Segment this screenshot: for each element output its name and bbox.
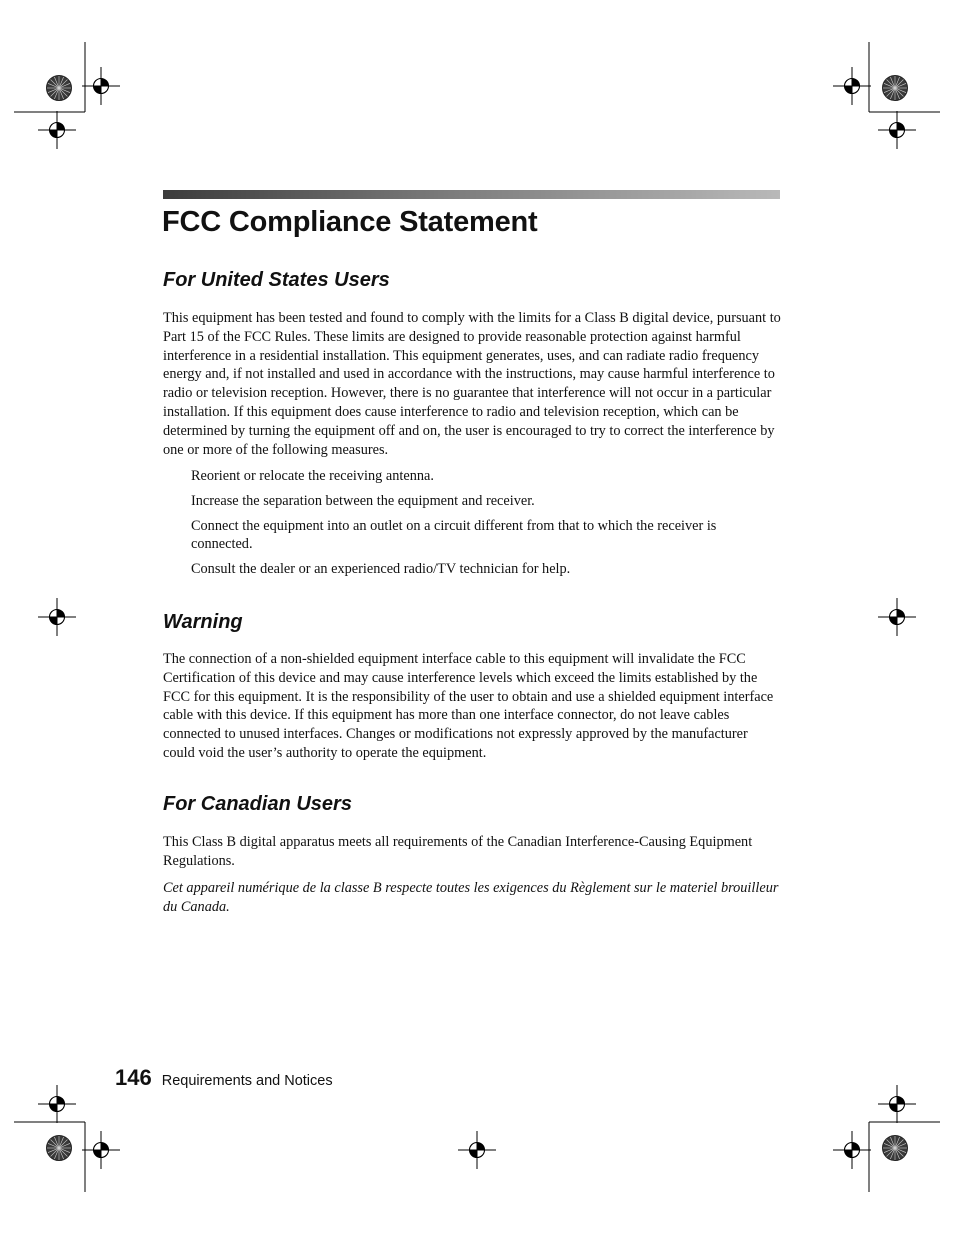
- list-item: Consult the dealer or an experienced radio/TV technician for help.: [191, 561, 571, 578]
- heading-warning: Warning: [163, 611, 243, 633]
- registration-crosshair-icon: [833, 1131, 871, 1169]
- heading-canadian-users: For Canadian Users: [163, 793, 352, 815]
- page-title: FCC Compliance Statement: [162, 206, 538, 238]
- registration-crosshair-icon: [82, 1131, 120, 1169]
- page-footer: [115, 1064, 333, 1095]
- registration-crosshair-icon: [878, 598, 916, 636]
- registration-crosshair-icon: [38, 1085, 76, 1123]
- starburst-target-icon: [47, 76, 72, 101]
- canadian-paragraph-english: This Class B digital apparatus meets all requirements of the Canadian Interference-Causing Equipment Regulations.: [163, 834, 753, 869]
- footer-section-name: Requirements and Notices: [161, 1073, 333, 1089]
- registration-crosshair-icon: [458, 1131, 496, 1169]
- starburst-target-icon: [883, 76, 908, 101]
- starburst-target-icon: [883, 1136, 908, 1161]
- us-users-paragraph: This equipment has been tested and found to comply with the limits for a Class B digital device, pursuant to Part 15 of the FCC Rules. These limits are designed to provide reasonable protection against harmful interference in a residential installation. This equipment generates, uses, and can radiate radio frequency energy and, if not installed and used in accordance with the instructions, may cause harmful interference to radio or television reception. However, there is no guarantee that interference will not occur in a particular installation. If this equipment does cause interference to radio and television reception, which can be determined by turning the equipment off and on, the user is encouraged to try to correct the interference by one or more of the following measures.: [163, 310, 781, 458]
- canadian-paragraph-french: Cet appareil numérique de la classe B respecte toutes les exigences du Règlement sur le materiel brouilleur du Canada.: [163, 880, 779, 915]
- list-item: Increase the separation between the equipment and receiver.: [191, 492, 535, 509]
- registration-crosshair-icon: [878, 111, 916, 149]
- starburst-target-icon: [47, 1136, 72, 1161]
- registration-crosshair-icon: [878, 1085, 916, 1123]
- list-item: Connect the equipment into an outlet on a circuit different from that to which the receiver is connected.: [191, 517, 717, 553]
- registration-crosshair-icon: [833, 67, 871, 105]
- registration-crosshair-icon: [38, 111, 76, 149]
- page-number: 146: [115, 1065, 152, 1090]
- warning-paragraph: The connection of a non-shielded equipment interface cable to this equipment will invalidate the FCC Certification of this device and may cause interference levels which exceed the limits established by the FCC for this equipment. It is the responsibility of the user to obtain and use a shielded equipment interface cable with this device. If this equipment has more than one interface connector, do not leave cables connected to unused interfaces. Changes or modifications not expressly approved by the manufacturer could void the user’s authority to operate the equipment.: [163, 651, 774, 761]
- interference-measures-list: [191, 467, 771, 585]
- list-item: Reorient or relocate the receiving antenna.: [191, 468, 434, 484]
- heading-us-users: For United States Users: [163, 269, 390, 291]
- registration-crosshair-icon: [82, 67, 120, 105]
- chapter-rule: [163, 190, 780, 199]
- registration-crosshair-icon: [38, 598, 76, 636]
